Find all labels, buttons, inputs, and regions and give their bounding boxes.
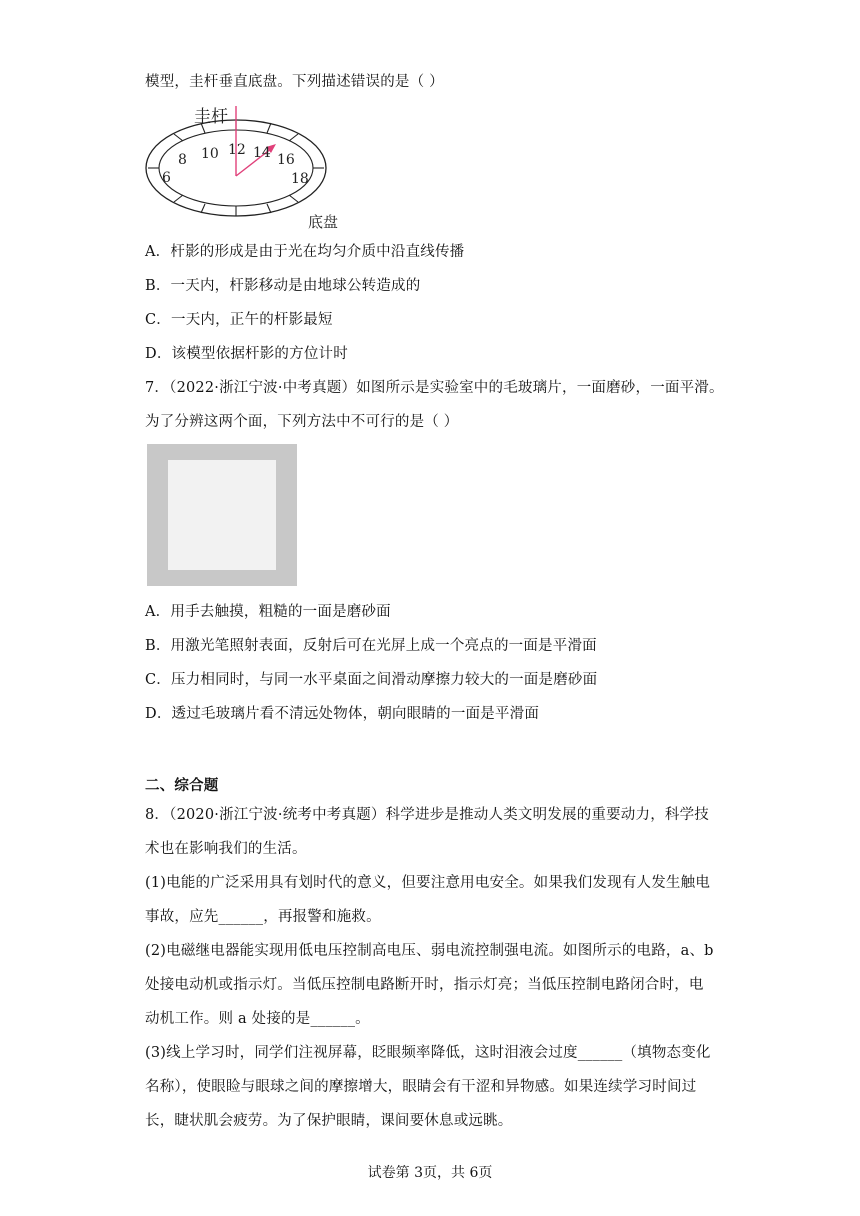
- q7-option-b: B．用激光笔照射表面，反射后可在光屏上成一个亮点的一面是平滑面: [145, 638, 597, 654]
- hour-12: 12: [228, 142, 246, 158]
- frosted-glass-figure: [147, 444, 297, 586]
- hour-14: 14: [253, 145, 271, 161]
- q6-option-c: C．一天内，正午的杆影最短: [145, 312, 333, 328]
- hour-18: 18: [291, 171, 309, 187]
- q8-line-6: 处接电动机或指示灯。当低压控制电路断开时，指示灯亮；当低压控制电路闭合时，电: [145, 977, 704, 993]
- q8-line-3: (1)电能的广泛采用具有划时代的意义，但要注意用电安全。如果我们发现有人发生触电: [145, 875, 711, 891]
- q7-stem-line2: 为了分辨这两个面，下列方法中不可行的是（ ）: [145, 414, 459, 430]
- rod-label: 圭杆: [194, 107, 228, 127]
- q8-line-8: (3)线上学习时，同学们注视屏幕，眨眼频率降低，这时泪液会过度______（填物态变化: [145, 1045, 711, 1061]
- page-footer: 试卷第 3页，共 6页: [367, 1165, 493, 1181]
- q7-stem-line1: 7．（2022·浙江宁波·中考真题）如图所示是实验室中的毛玻璃片，一面磨砂，一面平滑。: [145, 380, 724, 396]
- q6-option-b: B．一天内，杆影移动是由地球公转造成的: [145, 278, 421, 294]
- frosted-glass-inner: [168, 460, 276, 570]
- q8-line-1: 8．（2020·浙江宁波·统考中考真题）科学进步是推动人类文明发展的重要动力，科学技: [145, 807, 709, 823]
- section-title: 二、综合题: [145, 777, 219, 794]
- q6-stem: 模型，圭杆垂直底盘。下列描述错误的是（ ）: [145, 74, 444, 90]
- q7-option-c: C．压力相同时，与同一水平桌面之间滑动摩擦力较大的一面是磨砂面: [145, 672, 598, 688]
- q8-line-9: 名称），使眼睑与眼球之间的摩擦增大，眼睛会有干涩和异物感。如果连续学习时间过: [145, 1079, 697, 1095]
- base-label: 底盘: [308, 213, 339, 231]
- q7-option-d: D．透过毛玻璃片看不清远处物体，朝向眼睛的一面是平滑面: [145, 706, 540, 722]
- q8-line-4: 事故，应先______，再报警和施救。: [145, 909, 381, 925]
- q6-option-d: D．该模型依据杆影的方位计时: [145, 346, 348, 362]
- hour-8: 8: [178, 152, 187, 168]
- q8-line-10: 长，睫状肌会疲劳。为了保护眼睛，课间要休息或远眺。: [145, 1113, 513, 1129]
- q7-option-a: A．用手去触摸，粗糙的一面是磨砂面: [145, 604, 391, 620]
- q8-line-2: 术也在影响我们的生活。: [145, 841, 307, 857]
- q6-option-a: A．杆影的形成是由于光在均匀介质中沿直线传播: [145, 244, 465, 260]
- hour-16: 16: [277, 152, 295, 168]
- hour-10: 10: [201, 146, 219, 162]
- sundial-figure: [140, 100, 340, 235]
- q8-line-7: 动机工作。则 a 处接的是______。: [145, 1011, 370, 1027]
- hour-6: 6: [162, 170, 171, 186]
- q8-line-5: (2)电磁继电器能实现用低电压控制高电压、弱电流控制强电流。如图所示的电路，a、b: [145, 943, 714, 959]
